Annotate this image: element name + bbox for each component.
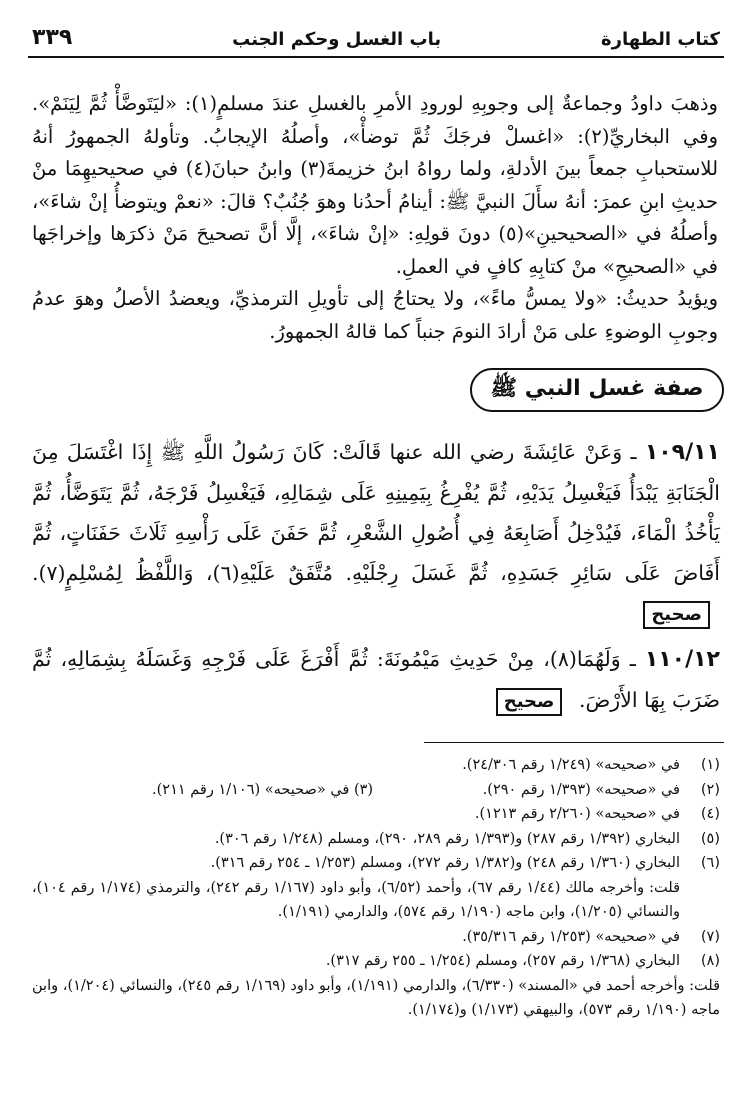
footnote-number: (٢) [700,781,720,798]
footnote-number: (٧) [700,928,720,945]
grade-badge: صحيح [643,601,710,629]
footnote-number: (٤) [700,806,720,822]
grade-badge: صحيح [496,688,563,716]
hadith-number: ١٠٩/١١ [644,440,720,465]
hadith-number: ١١٠/١٢ [644,647,720,672]
footnote-text: في «صحيحه» (٢/٢٦٠ رقم ١٢١٣). [474,806,680,822]
book-title: كتاب الطهارة [600,29,720,50]
hadith-item [32,639,720,720]
book-page [28,14,724,1104]
footnote-text: في «صحيحه» (١/١٠٦ رقم ٢١١). [152,781,350,798]
footnote-number: (٨) [700,953,720,969]
footnote [32,974,720,1023]
footnote-text: البخاري (١/٣٦٨ رقم ٢٥٧)، ومسلم (١/٢٥٤ ـ ٢٥٥ رقم ٣١٧). [325,953,680,969]
footnote-number: (١) [700,757,720,773]
page-number: ٣٣٩ [32,25,73,50]
footnote [32,925,720,950]
section-title: صفة غسل النبي ﷺ [470,368,724,412]
chapter-title: باب الغسل وحكم الجنب [232,29,442,50]
footnote-text: في «صحيحه» (١/٢٥٣ رقم ٣٥/٣١٦). [462,928,680,945]
footnote [32,949,720,974]
commentary-text [28,88,724,348]
footnote-divider [424,742,724,743]
hadith-list [28,432,724,720]
footnotes [28,753,724,1023]
footnote-text: قلت: وأخرجه أحمد في «المسند» (٦/٣٣٠)، والدارمي (١/١٩١)، وأبو داود (١/١٦٩ رقم ٢٤٥)، والنسائي (١/٢٠٤)، وابن ماجه (١/١٩٠ رقم ٥٧٣)، والبيهقي (١/١٧٣) و(١/١٧٤). [32,977,720,1018]
hadith-text: ـ وَلَهُمَا(٨)، مِنْ حَدِيثِ مَيْمُونَةَ: ثُمَّ أَفْرَغَ عَلَى فَرْجِهِ وَغَسَلَهُ بِشِمَالِهِ، ثُمَّ ضَرَبَ بِهَا الأَرْضَ. [32,647,720,712]
footnote-text: في «صحيحه» (١/٣٩٣ رقم ٢٩٠). [482,781,680,798]
hadith-text: ـ وَعَنْ عَائِشَةَ رضي الله عنها قَالَتْ: كَانَ رَسُولُ اللَّهِ ﷺ إِذَا اغْتَسَلَ مِنَ الْجَنَابَةِ يَبْدَأُ فَيَغْسِلُ يَدَيْهِ، ثُمَّ يُفْرِغُ بِيَمِينِهِ عَلَى شِمَالِهِ، فَيَغْسِلُ فَرْجَهُ، ثُمَّ يَتَوَضَّأُ، ثُمَّ يَأْخُذُ الْمَاءَ، فَيُدْخِلُ أَصَابِعَهُ فِي أُصُولِ الشَّعْرِ، ثُمَّ حَفَنَ عَلَى رَأْسِهِ ثَلَاثَ حَفَنَاتٍ، ثُمَّ أَفَاضَ عَلَى سَائِرِ جَسَدِهِ، ثُمَّ غَسَلَ رِجْلَيْهِ. مُتَّفَقٌ عَلَيْهِ(٦)، وَاللَّفْظُ لِمُسْلِمٍ(٧). [32,440,720,585]
footnote [32,851,720,925]
footnote-text: البخاري (١/٣٩٢ رقم ٢٨٧) و(١/٣٩٣ رقم ٢٨٩، ٢٩٠)، ومسلم (١/٢٤٨ رقم ٣٠٦). [214,830,680,847]
running-header [28,14,724,58]
footnote-number: (٥) [700,830,720,847]
paragraph: ويؤيدُ حديثُ: «ولا يمسُّ ماءً»، ولا يحتاجُ إلى تأويلِ الترمذيِّ، ويعضدُ الأصلُ وهوَ عدمُ وجوبِ الوضوءِ على مَنْ أرادَ النومَ جنباً كما قالهُ الجمهورُ. [32,287,718,343]
footnote-text: قلت: وأخرجه مالك (١/٤٤ رقم ٦٧)، وأحمد (٦/٥٢)، وأبو داود (١/١٦٧ رقم ٢٤٢)، والترمذي (١/١٧٤ رقم ١٠٤)، والنسائي (١/٢٠٥)، وابن ماجه (١/١٩٠ رقم ٥٧٤)، والدارمي (١/١٩١). [32,879,681,920]
hadith-item [32,432,720,633]
footnote [32,753,720,778]
footnote [32,827,720,852]
paragraph: وذهبَ داودُ وجماعةٌ إلى وجوبِهِ لورودِ الأمرِ بالغسلِ عندَ مسلمٍ(١): «ليَتَوضَّأْ ثُمَّ لِيَنَمْ». وفي البخاريِّ(٢): «اغسلْ فرجَكَ ثُمَّ توضأْ»، وأصلُهُ الإيجابُ. وتأولهُ الجمهورُ أنهُ للاستحبابِ جمعاً بينَ الأدلةِ، ولما رواهُ ابنُ خزيمةَ(٣) وابنُ حبانَ(٤) في صحيحيهِمَا منْ حديثِ ابنِ عمرَ: أنهُ سأَلَ النبيَّ ﷺ: أينامُ أحدُنا وهوَ جُنُبٌ؟ قالَ: «نعمْ ويتوضأُ إنْ شاءَ»، وأصلُهُ في «الصحيحينِ»(٥) دونَ قولِهِ: «إنْ شاءَ»، إلَّا أنَّ تصحيحَ مَنْ ذكرَها وإخراجَها في «الصحيحِ» منْ كتابِهِ كافٍ في العملِ. [32,92,719,278]
footnote-number: (٣) [353,781,374,798]
footnote-number: (٦) [700,855,720,871]
footnote-text: البخاري (١/٣٦٠ رقم ٢٤٨) و(١/٣٨٢ رقم ٢٧٢)، ومسلم (١/٢٥٣ ـ ٢٥٤ رقم ٣١٦). [210,855,680,871]
footnote [32,778,720,803]
footnote-text: في «صحيحه» (١/٢٤٩ رقم ٢٤/٣٠٦). [462,757,680,773]
footnote [32,802,720,827]
